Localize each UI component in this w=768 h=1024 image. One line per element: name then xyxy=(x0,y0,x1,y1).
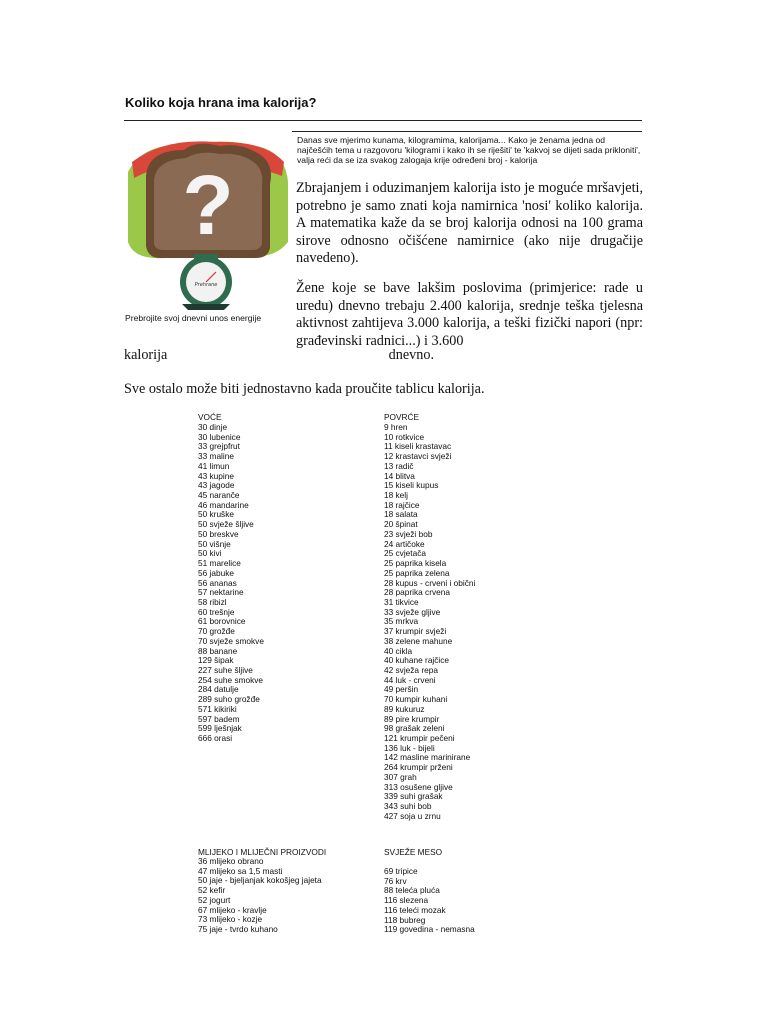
list-item: 12 krastavci svježi xyxy=(384,451,452,462)
intro-divider xyxy=(292,131,642,132)
list-item: 50 kruške xyxy=(198,509,234,520)
list-item: 60 trešnje xyxy=(198,606,235,617)
intro-text: Danas sve mjerimo kunama, kilogramima, kalorijama... Kako je ženama jedna od najčešćih tema u razgovoru 'kilogrami i kako ih se riješiti' te 'kakvoj se dijeti sada prikloniti', valja reći da se iza svakog zalogaja krije određeni broj - kalorija xyxy=(297,135,641,166)
povrce-heading: POVRĆE xyxy=(384,412,420,422)
list-item: 9 hren xyxy=(384,422,408,432)
list-item: 98 grašak zeleni xyxy=(384,723,445,734)
list-item: 18 rajčice xyxy=(384,499,420,510)
list-item: 118 bubreg xyxy=(384,914,426,925)
list-item: 13 radič xyxy=(384,460,414,471)
list-item: 121 krumpir pečeni xyxy=(384,733,455,743)
list-item: 129 šipak xyxy=(198,655,234,666)
list-item: 14 blitva xyxy=(384,470,415,481)
list-item: 56 ananas xyxy=(198,577,237,588)
list-item: 89 pire krumpir xyxy=(384,713,440,724)
list-item: 40 kuhane rajčice xyxy=(384,655,450,666)
list-item: 73 mlijeko - kozje xyxy=(198,914,263,925)
list-item: 23 svježi bob xyxy=(384,528,433,539)
list-item: 76 krv xyxy=(384,875,407,886)
meso-list xyxy=(384,867,475,935)
list-item: 49 peršin xyxy=(384,684,419,695)
list-item: 70 grožđe xyxy=(198,626,235,637)
list-item: 44 luk - crveni xyxy=(384,674,436,685)
list-item: 33 grejpfrut xyxy=(198,441,240,452)
list-item: 289 suho grožđe xyxy=(198,694,260,705)
list-item: 51 marelice xyxy=(198,558,241,569)
list-item: 45 naranče xyxy=(198,490,240,501)
list-item: 307 grah xyxy=(384,771,417,782)
list-item: 57 nektarine xyxy=(198,587,244,598)
list-item: 18 kelj xyxy=(384,490,408,501)
paragraph-1: Zbrajanjem i oduzimanjem kalorija isto je moguće mršavjeti, potrebno je samo znati koja namirnica 'nosi' koliko kalorija. A matematika kaže da se broj kalorija odnosi na 100 grama sirove odnosno očišćene namirnice (ako nije drugačije navedeno). xyxy=(296,180,643,266)
paragraph-2-tail-b: dnevno. xyxy=(388,347,434,363)
list-item: 43 jagode xyxy=(198,480,235,491)
list-item: 33 svježe gljive xyxy=(384,606,441,617)
paragraph-2-tail-a: kalorija xyxy=(124,347,168,363)
list-item: 88 banane xyxy=(198,645,238,656)
list-item: 25 paprika zelena xyxy=(384,567,450,578)
povrce-list xyxy=(384,423,475,821)
list-item: 15 kiseli kupus xyxy=(384,480,439,491)
list-item: 69 tripice xyxy=(384,866,418,876)
list-item: 89 kukuruz xyxy=(384,703,425,714)
list-item: 41 limun xyxy=(198,460,230,471)
list-item: 28 kupus - crveni i obični xyxy=(384,577,476,588)
list-item: 50 jaje - bjeljanjak kokošjeg jajeta xyxy=(198,875,322,886)
title-divider xyxy=(124,120,642,121)
list-item: 46 mandarine xyxy=(198,499,249,510)
list-item: 11 kiseli krastavac xyxy=(384,441,452,452)
list-item: 35 mrkva xyxy=(384,616,419,627)
list-item: 30 lubenice xyxy=(198,431,241,442)
image-caption: Prebrojite svoj dnevni unos energije xyxy=(125,313,262,323)
list-item: 36 mlijeko obrano xyxy=(198,856,264,866)
list-item: 61 borovnice xyxy=(198,616,246,627)
list-item: 52 jogurt xyxy=(198,894,231,905)
mlijeko-list xyxy=(198,857,322,935)
list-item: 38 zelene mahune xyxy=(384,635,453,646)
mlijeko-heading: MLIJEKO I MLIJEČNI PROIZVODI xyxy=(198,847,327,857)
list-item: 70 svježe smokve xyxy=(198,635,264,646)
list-item: 666 orasi xyxy=(198,733,233,743)
sandwich-scale-image xyxy=(124,132,290,310)
scale-label: Prehrane xyxy=(194,282,218,288)
list-item: 142 masline marinirane xyxy=(384,752,471,763)
list-item: 30 dinje xyxy=(198,422,228,432)
list-item: 31 tikvice xyxy=(384,596,419,607)
list-item: 227 suhe šljive xyxy=(198,664,253,675)
voce-heading: VOĆE xyxy=(198,412,222,422)
list-item: 597 badem xyxy=(198,713,240,724)
list-item: 50 svježe šljive xyxy=(198,519,254,530)
list-item: 116 teleći mozak xyxy=(384,904,446,915)
list-item: 24 artičoke xyxy=(384,538,425,549)
list-item: 25 cvjetača xyxy=(384,548,426,559)
list-item: 313 osušene gljive xyxy=(384,781,453,792)
list-item: 50 višnje xyxy=(198,538,231,549)
list-item: 254 suhe smokve xyxy=(198,674,264,685)
list-item: 58 ribizl xyxy=(198,596,227,607)
list-item: 119 govedina - nemasna xyxy=(384,924,475,935)
meso-heading: SVJEŽE MESO xyxy=(384,847,443,857)
list-item: 70 kumpir kuhani xyxy=(384,694,448,705)
list-item: 88 teleća pluća xyxy=(384,885,440,896)
list-item: 50 kivi xyxy=(198,548,222,559)
list-item: 427 soja u zrnu xyxy=(384,810,441,821)
list-item: 56 jabuke xyxy=(198,567,234,578)
list-item: 43 kupine xyxy=(198,470,234,481)
paragraph-2: Žene koje se bave lakšim poslovima (primjerice: rade u uredu) dnevno trebaju 2.400 kalorija, srednje teška tjelesna aktivnost zahtijeva 3.000 kalorija, a teški fizički napori (npr: građevinski radnici...) i 3.600 xyxy=(296,280,643,349)
list-item: 33 maline xyxy=(198,451,234,462)
list-item: 75 jaje - tvrdo kuhano xyxy=(198,924,278,935)
list-item: 599 lješnjak xyxy=(198,723,242,734)
list-item: 47 mlijeko sa 1,5 masti xyxy=(198,865,283,876)
list-item: 50 breskve xyxy=(198,528,239,539)
list-item: 339 suhi grašak xyxy=(384,791,443,802)
list-item: 67 mlijeko - kravlje xyxy=(198,904,267,915)
list-item: 52 kefir xyxy=(198,885,226,896)
list-item: 42 svježa repa xyxy=(384,664,438,675)
list-item: 37 krumpir svježi xyxy=(384,626,447,637)
list-item: 40 cikla xyxy=(384,645,413,656)
list-item: 136 luk - bijeli xyxy=(384,742,435,753)
list-item: 18 salata xyxy=(384,509,418,520)
list-item: 116 slezena xyxy=(384,895,429,906)
question-mark-icon: ? xyxy=(182,158,234,252)
list-item: 10 rotkvice xyxy=(384,431,425,442)
page-title: Koliko koja hrana ima kalorija? xyxy=(125,95,317,110)
paragraph-2-tail xyxy=(124,347,434,365)
list-item: 284 datulje xyxy=(198,684,239,695)
list-item: 25 paprika kisela xyxy=(384,558,447,569)
list-item: 343 suhi bob xyxy=(384,801,432,812)
list-item: 20 špinat xyxy=(384,519,418,530)
paragraph-3: Sve ostalo može biti jednostavno kada proučite tablicu kalorija. xyxy=(124,381,485,397)
list-item: 264 krumpir prženi xyxy=(384,762,453,773)
list-item: 28 paprika crvena xyxy=(384,587,450,598)
voce-list xyxy=(198,423,264,744)
list-item: 571 kikiriki xyxy=(198,703,237,714)
